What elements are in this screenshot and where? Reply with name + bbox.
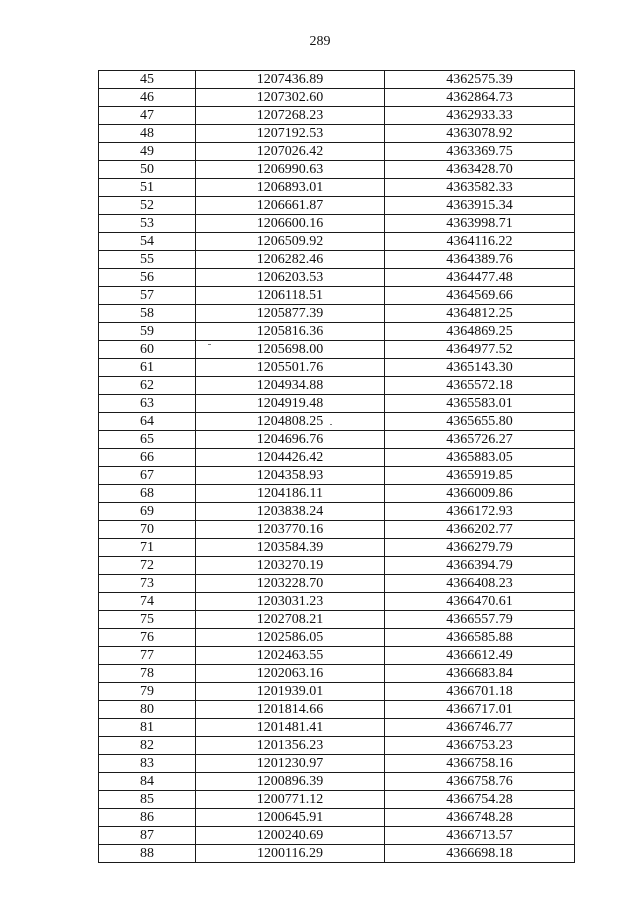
x-coordinate-cell: 1204426.42 bbox=[196, 449, 385, 467]
point-number-cell: 81 bbox=[99, 719, 196, 737]
table-row bbox=[99, 395, 575, 413]
coordinates-table bbox=[98, 70, 575, 863]
point-number-cell: 65 bbox=[99, 431, 196, 449]
table-row bbox=[99, 719, 575, 737]
x-coordinate-cell: 1200771.12 bbox=[196, 791, 385, 809]
y-coordinate-cell: 4366683.84 bbox=[385, 665, 575, 683]
y-coordinate-cell: 4366585.88 bbox=[385, 629, 575, 647]
y-coordinate-cell: 4366279.79 bbox=[385, 539, 575, 557]
y-coordinate-cell: 4363078.92 bbox=[385, 125, 575, 143]
x-coordinate-cell: 1202463.55 bbox=[196, 647, 385, 665]
y-coordinate-cell: 4364569.66 bbox=[385, 287, 575, 305]
x-coordinate-cell: 1203228.70 bbox=[196, 575, 385, 593]
point-number-cell: 63 bbox=[99, 395, 196, 413]
table-row bbox=[99, 665, 575, 683]
table-row bbox=[99, 143, 575, 161]
y-coordinate-cell: 4366394.79 bbox=[385, 557, 575, 575]
point-number-cell: 62 bbox=[99, 377, 196, 395]
y-coordinate-cell: 4364812.25 bbox=[385, 305, 575, 323]
point-number-cell: 69 bbox=[99, 503, 196, 521]
point-number-cell: 59 bbox=[99, 323, 196, 341]
y-coordinate-cell: 4366557.79 bbox=[385, 611, 575, 629]
table-row bbox=[99, 503, 575, 521]
point-number-cell: 87 bbox=[99, 827, 196, 845]
table-row bbox=[99, 791, 575, 809]
point-number-cell: 73 bbox=[99, 575, 196, 593]
table-row bbox=[99, 701, 575, 719]
point-number-cell: 66 bbox=[99, 449, 196, 467]
point-number-cell: 72 bbox=[99, 557, 196, 575]
table-row bbox=[99, 755, 575, 773]
x-coordinate-cell: 1205816.36 bbox=[196, 323, 385, 341]
table-row bbox=[99, 125, 575, 143]
x-coordinate-cell: 1201814.66 bbox=[196, 701, 385, 719]
table-row bbox=[99, 611, 575, 629]
y-coordinate-cell: 4364477.48 bbox=[385, 269, 575, 287]
table-row bbox=[99, 485, 575, 503]
table-row bbox=[99, 629, 575, 647]
y-coordinate-cell: 4366746.77 bbox=[385, 719, 575, 737]
x-coordinate-cell: 1207302.60 bbox=[196, 89, 385, 107]
point-number-cell: 74 bbox=[99, 593, 196, 611]
y-coordinate-cell: 4362575.39 bbox=[385, 71, 575, 89]
table-row bbox=[99, 773, 575, 791]
y-coordinate-cell: 4366172.93 bbox=[385, 503, 575, 521]
table-row bbox=[99, 413, 575, 431]
table-row bbox=[99, 575, 575, 593]
y-coordinate-cell: 4364389.76 bbox=[385, 251, 575, 269]
point-number-cell: 45 bbox=[99, 71, 196, 89]
table-row bbox=[99, 827, 575, 845]
table-row bbox=[99, 359, 575, 377]
point-number-cell: 75 bbox=[99, 611, 196, 629]
x-coordinate-cell: 1206509.92 bbox=[196, 233, 385, 251]
point-number-cell: 56 bbox=[99, 269, 196, 287]
scan-mark bbox=[208, 344, 211, 345]
point-number-cell: 64 bbox=[99, 413, 196, 431]
point-number-cell: 71 bbox=[99, 539, 196, 557]
table-row bbox=[99, 161, 575, 179]
y-coordinate-cell: 4366758.76 bbox=[385, 773, 575, 791]
table-row bbox=[99, 305, 575, 323]
point-number-cell: 78 bbox=[99, 665, 196, 683]
point-number-cell: 68 bbox=[99, 485, 196, 503]
y-coordinate-cell: 4366470.61 bbox=[385, 593, 575, 611]
x-coordinate-cell: 1207436.89 bbox=[196, 71, 385, 89]
x-coordinate-cell: 1205501.76 bbox=[196, 359, 385, 377]
y-coordinate-cell: 4366754.28 bbox=[385, 791, 575, 809]
x-coordinate-cell: 1207026.42 bbox=[196, 143, 385, 161]
point-number-cell: 61 bbox=[99, 359, 196, 377]
page-number: 289 bbox=[309, 34, 331, 49]
table-row bbox=[99, 89, 575, 107]
x-coordinate-cell: 1205877.39 bbox=[196, 305, 385, 323]
point-number-cell: 76 bbox=[99, 629, 196, 647]
x-coordinate-cell: 1206661.87 bbox=[196, 197, 385, 215]
table-row bbox=[99, 269, 575, 287]
table-row bbox=[99, 197, 575, 215]
point-number-cell: 60 bbox=[99, 341, 196, 359]
y-coordinate-cell: 4366753.23 bbox=[385, 737, 575, 755]
point-number-cell: 85 bbox=[99, 791, 196, 809]
y-coordinate-cell: 4365919.85 bbox=[385, 467, 575, 485]
x-coordinate-cell: 1206600.16 bbox=[196, 215, 385, 233]
x-coordinate-cell: 1200896.39 bbox=[196, 773, 385, 791]
table-row bbox=[99, 593, 575, 611]
x-coordinate-cell: 1200116.29 bbox=[196, 845, 385, 863]
point-number-cell: 80 bbox=[99, 701, 196, 719]
x-coordinate-cell: 1203584.39 bbox=[196, 539, 385, 557]
y-coordinate-cell: 4363582.33 bbox=[385, 179, 575, 197]
y-coordinate-cell: 4366612.49 bbox=[385, 647, 575, 665]
x-coordinate-cell: 1203270.19 bbox=[196, 557, 385, 575]
point-number-cell: 47 bbox=[99, 107, 196, 125]
x-coordinate-cell: 1204919.48 bbox=[196, 395, 385, 413]
table-row bbox=[99, 251, 575, 269]
x-coordinate-cell: 1202586.05 bbox=[196, 629, 385, 647]
table-row bbox=[99, 845, 575, 863]
table-row bbox=[99, 539, 575, 557]
table-row bbox=[99, 683, 575, 701]
table-row bbox=[99, 377, 575, 395]
point-number-cell: 88 bbox=[99, 845, 196, 863]
y-coordinate-cell: 4363428.70 bbox=[385, 161, 575, 179]
y-coordinate-cell: 4366202.77 bbox=[385, 521, 575, 539]
x-coordinate-cell: 1206203.53 bbox=[196, 269, 385, 287]
table-row bbox=[99, 737, 575, 755]
point-number-cell: 77 bbox=[99, 647, 196, 665]
table-row bbox=[99, 467, 575, 485]
table-row bbox=[99, 107, 575, 125]
x-coordinate-cell: 1206118.51 bbox=[196, 287, 385, 305]
y-coordinate-cell: 4365655.80 bbox=[385, 413, 575, 431]
point-number-cell: 82 bbox=[99, 737, 196, 755]
y-coordinate-cell: 4366408.23 bbox=[385, 575, 575, 593]
y-coordinate-cell: 4364869.25 bbox=[385, 323, 575, 341]
table-row bbox=[99, 215, 575, 233]
table-row bbox=[99, 179, 575, 197]
point-number-cell: 48 bbox=[99, 125, 196, 143]
y-coordinate-cell: 4365726.27 bbox=[385, 431, 575, 449]
y-coordinate-cell: 4363369.75 bbox=[385, 143, 575, 161]
x-coordinate-cell: 1204934.88 bbox=[196, 377, 385, 395]
point-number-cell: 50 bbox=[99, 161, 196, 179]
table-row bbox=[99, 647, 575, 665]
table-row bbox=[99, 521, 575, 539]
y-coordinate-cell: 4362933.33 bbox=[385, 107, 575, 125]
point-number-cell: 53 bbox=[99, 215, 196, 233]
y-coordinate-cell: 4366698.18 bbox=[385, 845, 575, 863]
x-coordinate-cell: 1204358.93 bbox=[196, 467, 385, 485]
table-row bbox=[99, 557, 575, 575]
y-coordinate-cell: 4364116.22 bbox=[385, 233, 575, 251]
point-number-cell: 70 bbox=[99, 521, 196, 539]
point-number-cell: 79 bbox=[99, 683, 196, 701]
x-coordinate-cell: 1207268.23 bbox=[196, 107, 385, 125]
x-coordinate-cell: 1204186.11 bbox=[196, 485, 385, 503]
table-row bbox=[99, 323, 575, 341]
y-coordinate-cell: 4365572.18 bbox=[385, 377, 575, 395]
point-number-cell: 57 bbox=[99, 287, 196, 305]
y-coordinate-cell: 4366717.01 bbox=[385, 701, 575, 719]
table-row bbox=[99, 809, 575, 827]
table-row bbox=[99, 341, 575, 359]
table-row bbox=[99, 449, 575, 467]
coordinates-table-body bbox=[99, 71, 575, 863]
point-number-cell: 83 bbox=[99, 755, 196, 773]
point-number-cell: 52 bbox=[99, 197, 196, 215]
point-number-cell: 67 bbox=[99, 467, 196, 485]
point-number-cell: 84 bbox=[99, 773, 196, 791]
x-coordinate-cell: 1207192.53 bbox=[196, 125, 385, 143]
table-row bbox=[99, 233, 575, 251]
y-coordinate-cell: 4365583.01 bbox=[385, 395, 575, 413]
point-number-cell: 58 bbox=[99, 305, 196, 323]
point-number-cell: 46 bbox=[99, 89, 196, 107]
x-coordinate-cell: 1200645.91 bbox=[196, 809, 385, 827]
point-number-cell: 54 bbox=[99, 233, 196, 251]
y-coordinate-cell: 4365883.05 bbox=[385, 449, 575, 467]
table-row bbox=[99, 431, 575, 449]
table-row bbox=[99, 287, 575, 305]
x-coordinate-cell: 1201230.97 bbox=[196, 755, 385, 773]
y-coordinate-cell: 4362864.73 bbox=[385, 89, 575, 107]
y-coordinate-cell: 4366009.86 bbox=[385, 485, 575, 503]
y-coordinate-cell: 4364977.52 bbox=[385, 341, 575, 359]
x-coordinate-cell: 1201481.41 bbox=[196, 719, 385, 737]
y-coordinate-cell: 4363998.71 bbox=[385, 215, 575, 233]
x-coordinate-cell: 1201356.23 bbox=[196, 737, 385, 755]
point-number-cell: 86 bbox=[99, 809, 196, 827]
point-number-cell: 55 bbox=[99, 251, 196, 269]
x-coordinate-cell: 1203770.16 bbox=[196, 521, 385, 539]
y-coordinate-cell: 4366748.28 bbox=[385, 809, 575, 827]
point-number-cell: 49 bbox=[99, 143, 196, 161]
x-coordinate-cell: 1201939.01 bbox=[196, 683, 385, 701]
scan-mark bbox=[330, 424, 332, 425]
table-row bbox=[99, 71, 575, 89]
point-number-cell: 51 bbox=[99, 179, 196, 197]
y-coordinate-cell: 4363915.34 bbox=[385, 197, 575, 215]
x-coordinate-cell: 1204696.76 bbox=[196, 431, 385, 449]
x-coordinate-cell: 1202708.21 bbox=[196, 611, 385, 629]
y-coordinate-cell: 4366758.16 bbox=[385, 755, 575, 773]
x-coordinate-cell: 1206990.63 bbox=[196, 161, 385, 179]
x-coordinate-cell: 1203031.23 bbox=[196, 593, 385, 611]
x-coordinate-cell: 1203838.24 bbox=[196, 503, 385, 521]
y-coordinate-cell: 4365143.30 bbox=[385, 359, 575, 377]
x-coordinate-cell: 1205698.00 bbox=[196, 341, 385, 359]
y-coordinate-cell: 4366701.18 bbox=[385, 683, 575, 701]
x-coordinate-cell: 1204808.25 bbox=[196, 413, 385, 431]
x-coordinate-cell: 1206893.01 bbox=[196, 179, 385, 197]
y-coordinate-cell: 4366713.57 bbox=[385, 827, 575, 845]
x-coordinate-cell: 1202063.16 bbox=[196, 665, 385, 683]
x-coordinate-cell: 1200240.69 bbox=[196, 827, 385, 845]
x-coordinate-cell: 1206282.46 bbox=[196, 251, 385, 269]
